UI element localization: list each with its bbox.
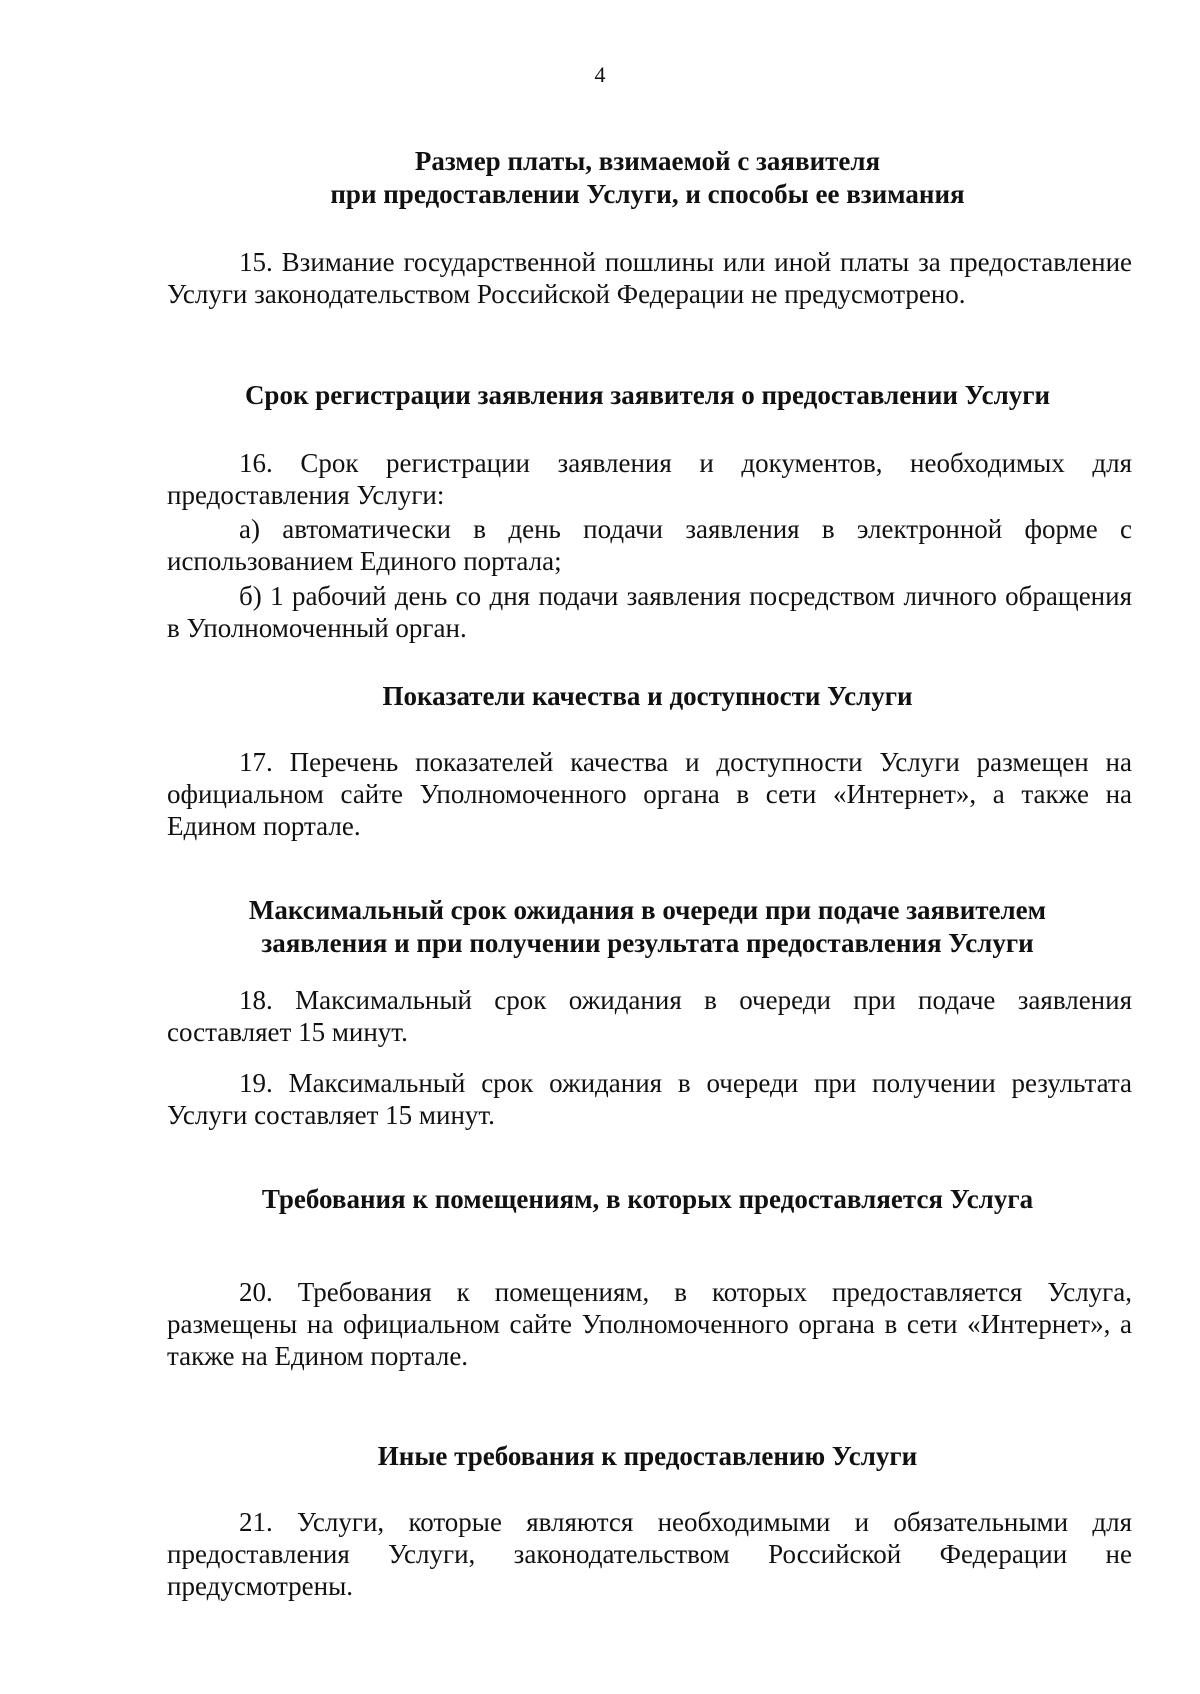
paragraph-21: 21. Услуги, которые являются необходимыми и обязательными для предоставления Услуги, законодательством Российской Федерации не предусмотрены. — [167, 1507, 1132, 1601]
heading-line: Требования к помещениям, в которых предоставляется Услуга — [261, 1184, 1034, 1214]
paragraph-19: 19. Максимальный срок ожидания в очереди при получении результата Услуги составляет 15 минут. — [167, 1068, 1132, 1130]
heading-line: Иные требования к предоставлению Услуги — [377, 1441, 918, 1471]
section-heading-registration — [160, 379, 1135, 412]
paragraph-18: 18. Максимальный срок ожидания в очереди при подаче заявления составляет 15 минут. — [167, 985, 1132, 1047]
heading-line: Показатели качества и доступности Услуги — [382, 681, 913, 711]
paragraph-20: 20. Требования к помещениям, в которых предоставляется Услуга, размещены на официальном сайте Уполномоченного органа в сети «Интернет», а также на Едином портале. — [167, 1277, 1132, 1371]
heading-line: Размер платы, взимаемой с заявителя — [414, 146, 881, 176]
section-heading-fee — [160, 145, 1135, 211]
section-heading-quality — [160, 680, 1135, 713]
paragraph-16-b: б) 1 рабочий день со дня подачи заявления посредством личного обращения в Уполномоченный орган. — [167, 581, 1132, 643]
paragraph-16-a: а) автоматически в день подачи заявления в электронной форме с использованием Единого портала; — [167, 514, 1132, 576]
section-heading-other-requirements — [160, 1440, 1135, 1473]
heading-line: заявления и при получении результата предоставления Услуги — [261, 928, 1034, 958]
page-number: 4 — [594, 62, 606, 87]
paragraph-17: 17. Перечень показателей качества и доступности Услуги размещен на официальном сайте Уполномоченного органа в сети «Интернет», а также на Едином портале. — [167, 747, 1132, 841]
paragraph-16: 16. Срок регистрации заявления и документов, необходимых для предоставления Услуги: — [167, 448, 1132, 510]
section-heading-premises — [160, 1183, 1135, 1216]
paragraph-15: 15. Взимание государственной пошлины или иной платы за предоставление Услуги законодательством Российской Федерации не предусмотрено. — [167, 247, 1132, 309]
heading-line: при предоставлении Услуги, и способы ее взимания — [330, 179, 965, 209]
heading-line: Срок регистрации заявления заявителя о предоставлении Услуги — [244, 380, 1051, 410]
section-heading-waiting-time — [160, 894, 1135, 960]
heading-line: Максимальный срок ожидания в очереди при подаче заявителем — [248, 895, 1047, 925]
